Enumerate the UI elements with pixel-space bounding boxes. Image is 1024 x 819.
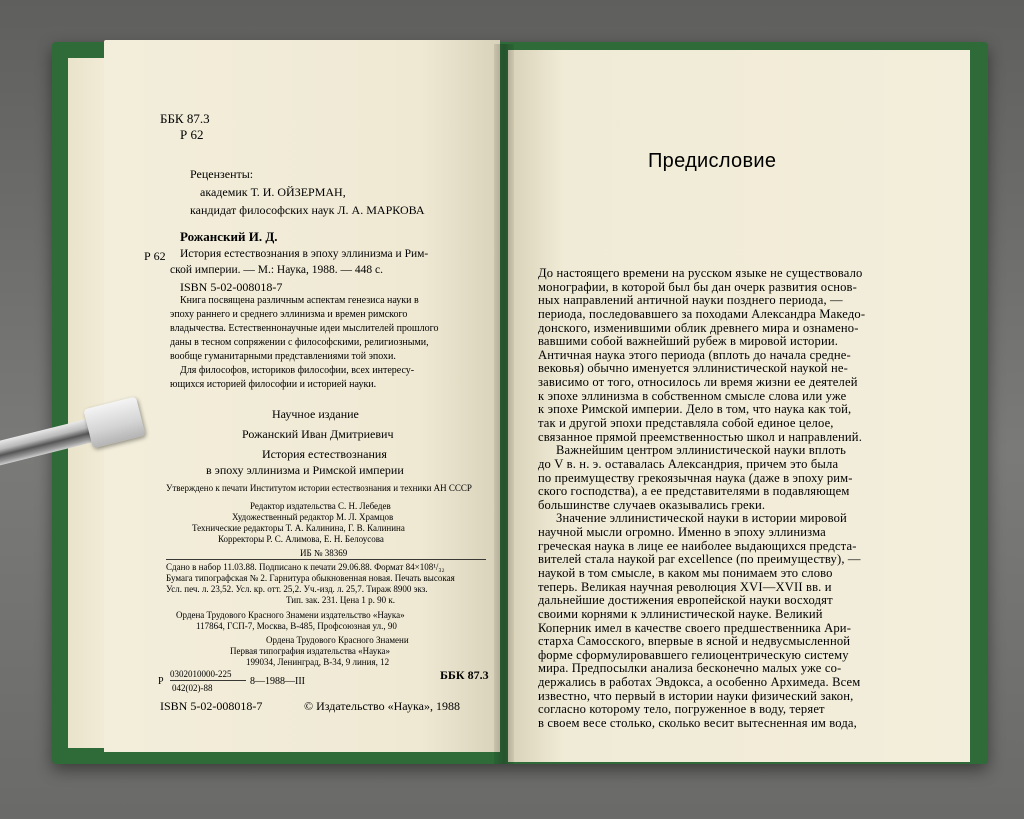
publisher-line: 117864, ГСП-7, Москва, В-485, Профсоюзная ул., 90 bbox=[196, 621, 397, 631]
title-line-2: ской империи. — М.: Наука, 1988. — 448 с. bbox=[170, 264, 384, 276]
author-heading: Рожанский И. Д. bbox=[180, 229, 278, 244]
book-gutter bbox=[494, 44, 514, 764]
body-line: старха Самосского, впервые в ясной и недвусмысленной bbox=[538, 634, 851, 649]
bbk-code-bottom: ББК 87.3 bbox=[440, 668, 489, 682]
page-title: Предисловие bbox=[648, 150, 777, 172]
body-line: Значение эллинистической науки в истории мировой bbox=[556, 511, 847, 526]
body-line: До настоящего времени на русском языке не существовало bbox=[538, 266, 863, 280]
credit-line: Технические редакторы Т. А. Калинина, Г. В. Калинина bbox=[192, 523, 405, 533]
body-line: к эпохе Римской империи. Дело в том, что наука как той, bbox=[538, 402, 852, 417]
body-line: своими корнями к эллинистической науке. Великий bbox=[538, 606, 823, 621]
body-line: монографии, в которой был бы дан очерк развития основ- bbox=[538, 279, 857, 294]
isbn-line: ISBN 5-02-008018-7 bbox=[180, 280, 283, 294]
copyright: © Издательство «Наука», 1988 bbox=[304, 699, 460, 713]
body-line: Античная наука этого периода (вплоть до начала средне- bbox=[538, 347, 851, 362]
body-line: так и другой эпохи представляла собой единое целое, bbox=[538, 416, 834, 430]
body-line: связанное прямой преемственностью школ и направлений. bbox=[538, 429, 862, 444]
body-line: до V в. н. э. оставалась Александрия, причем это была bbox=[538, 456, 839, 471]
abstract-line: вообще гуманитарными представлениями той эпохи. bbox=[170, 351, 396, 362]
credit-line: Корректоры Р. С. Алимова, Е. Н. Белоусова bbox=[218, 534, 384, 544]
code-suffix: 8—1988—III bbox=[250, 676, 305, 687]
body-line: согласно которому тело, погруженное в воду, теряет bbox=[538, 702, 825, 717]
author-full: Рожанский Иван Дмитриевич bbox=[242, 427, 394, 441]
body-line: к эпохе эллинизма в собственном смысле слова или уже bbox=[538, 388, 847, 403]
title-line-1: История естествознания в эпоху эллинизма и Рим- bbox=[180, 248, 429, 260]
body-line: форме сформулировавшего гелиоцентрическую систему bbox=[538, 647, 849, 662]
bbk-code-top: ББК 87.3 bbox=[160, 111, 210, 126]
printer-line: Ордена Трудового Красного Знамени bbox=[266, 635, 409, 645]
body-line: Коперник имел в качестве своего предшественника Ари- bbox=[538, 620, 852, 635]
credit-line: Художественный редактор М. Л. Храмцов bbox=[232, 512, 394, 522]
abstract-line: Книга посвящена различным аспектам генезиса науки в bbox=[180, 295, 419, 306]
body-line: теперь. Великая научная революция XVI—XVII вв. и bbox=[538, 579, 832, 594]
body-line: наукой в том смысле, в каком мы понимаем это слово bbox=[538, 566, 833, 580]
body-line: дальнейшие достижения европейской науки восходят bbox=[538, 593, 833, 608]
body-line: Важнейшим центром эллинистической науки вплоть bbox=[556, 443, 847, 458]
abstract-line: даны в тесном сопряжении с философскими, религиозными, bbox=[170, 337, 429, 348]
reviewers-label: Рецензенты: bbox=[190, 167, 254, 181]
abstract-line: владычества. Естественнонаучные идеи мыслителей прошлого bbox=[170, 323, 439, 334]
r-code-side: Р 62 bbox=[144, 249, 166, 263]
body-line: зависимо от того, относилось ли время жизни ее деятелей bbox=[538, 375, 858, 390]
body-line: в своем весе столько, сколько весит вытесненная им вода, bbox=[538, 716, 857, 730]
body-line: по преимуществу грекоязычная наука (даже в эпоху рим- bbox=[538, 470, 853, 485]
printer-line: 199034, Ленинград, В-34, 9 линия, 12 bbox=[246, 657, 390, 667]
code-numerator: 0302010000-225 bbox=[170, 669, 232, 679]
page-stack-edge bbox=[68, 58, 106, 748]
body-line: большинстве случаев оказывались греки. bbox=[538, 497, 766, 512]
body-line: ского господства), а ее представителями в подавляющем bbox=[538, 484, 850, 499]
body-line: вителей стала наукой par excellence (по преимуществу), — bbox=[538, 552, 861, 567]
code-prefix: Р bbox=[158, 676, 164, 687]
body-line: мира. Предпосылки анализа бесконечно малых уже со- bbox=[538, 661, 842, 676]
abstract-line: эпоху раннего и среднего эллинизма и времен римского bbox=[170, 309, 408, 320]
print-details-line: Бумага типографская № 2. Гарнитура обыкновенная новая. Печать высокая bbox=[166, 573, 455, 583]
printer-line: Первая типография издательства «Наука» bbox=[230, 646, 390, 656]
body-line: донского, изменившими облик древнего мира и ознамено- bbox=[538, 320, 859, 335]
reviewer-1: академик Т. И. ОЙЗЕРМАН, bbox=[200, 185, 346, 199]
credit-line: Редактор издательства С. Н. Лебедев bbox=[250, 501, 391, 511]
divider bbox=[166, 559, 486, 560]
r-code-top: Р 62 bbox=[180, 127, 204, 142]
body-line: периода, последовавшего за походами Александра Македо- bbox=[538, 306, 866, 321]
edition-type: Научное издание bbox=[272, 407, 359, 421]
body-line: научной мысли огромно. Именно в эпоху эллинизма bbox=[538, 525, 826, 540]
publisher-line: Ордена Трудового Красного Знамени издательство «Наука» bbox=[176, 610, 405, 620]
abstract-line: Для философов, историков философии, всех интересу- bbox=[180, 365, 415, 376]
code-denominator: 042(02)-88 bbox=[172, 683, 213, 693]
body-line: вековья) обычно именуется эллинистической наукой не- bbox=[538, 361, 848, 376]
print-details-line: Усл. печ. л. 23,52. Усл. кр. отт. 25,2. Уч.-изд. л. 25,7. Тираж 8900 экз. bbox=[166, 584, 428, 594]
print-details-line: Тип. зак. 231. Цена 1 р. 90 к. bbox=[286, 595, 396, 605]
body-line: держались в работах Эвдокса, а особенно Архимеда. Всем bbox=[538, 675, 861, 690]
fraction-bar bbox=[170, 680, 246, 681]
body-line: известно, что первый в истории науки физический закон, bbox=[538, 688, 854, 703]
book-title-1: История естествознания bbox=[262, 447, 387, 461]
ib-number: ИБ № 38369 bbox=[300, 548, 348, 558]
abstract-line: ющихся историей философии и историей науки. bbox=[170, 379, 377, 390]
body-line: ных направлений античной науки позднего периода, — bbox=[538, 293, 843, 308]
body-line: греческая наука в лице ее наиболее выдающихся предста- bbox=[538, 538, 857, 553]
reviewer-2: кандидат философских наук Л. А. МАРКОВА bbox=[190, 203, 425, 217]
body-line: вавшими собой важнейший рубеж в мировой истории. bbox=[538, 334, 839, 349]
approved-line: Утверждено к печати Институтом истории естествознания и техники АН СССР bbox=[166, 483, 472, 493]
book-title-2: в эпоху эллинизма и Римской империи bbox=[206, 463, 404, 477]
isbn-bottom: ISBN 5-02-008018-7 bbox=[160, 699, 263, 713]
print-details-line: Сдано в набор 11.03.88. Подписано к печати 29.06.88. Формат 84×108¹/₃₂ bbox=[166, 562, 445, 572]
